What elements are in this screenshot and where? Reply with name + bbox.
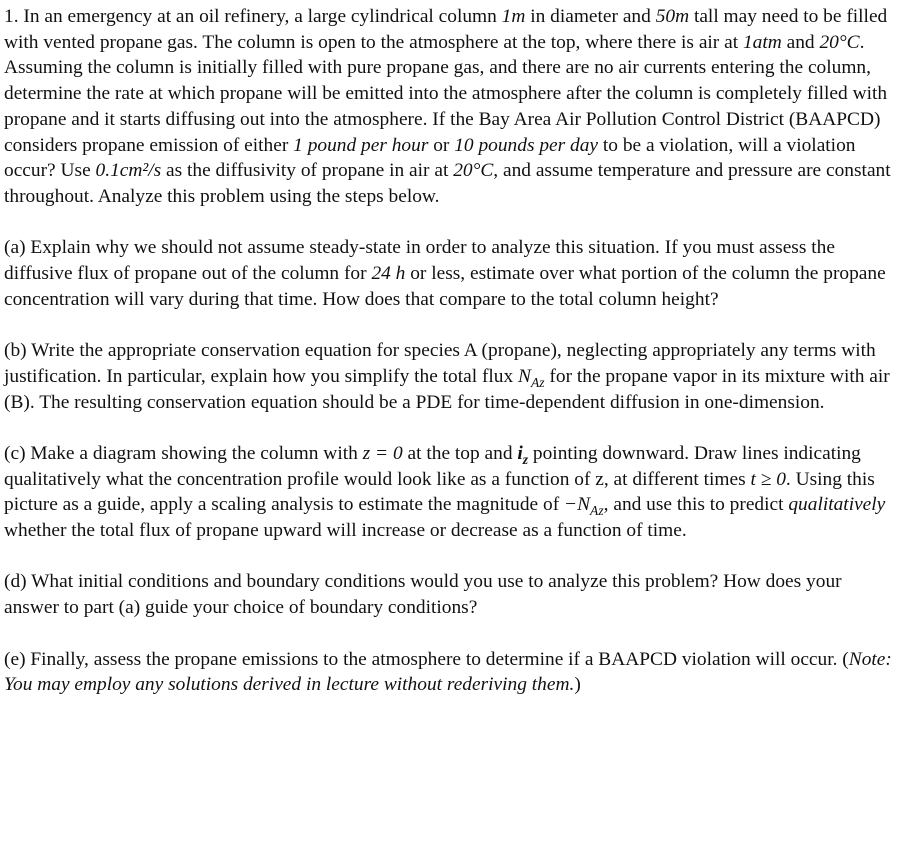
part-b xyxy=(4,338,892,415)
part-c-text-1: (c) Make a diagram showing the column with xyxy=(4,442,363,464)
paragraph-gap xyxy=(4,544,892,570)
part-e-text-1: (e) Finally, assess the propane emissions to the atmosphere to determine if a BAAPCD violation will occur. ( xyxy=(4,648,849,670)
intro-text-2: in diameter and xyxy=(525,6,656,27)
part-a-math-time: 24 h xyxy=(371,263,406,285)
paragraph-gap xyxy=(4,210,892,236)
part-e xyxy=(4,647,892,698)
intro-math-height: 50m xyxy=(655,6,690,27)
part-b-flux-symbol: N xyxy=(518,365,531,387)
part-b-text-2: for the propane vapor in its mixture with air (B). The resulting conservation equation should be a PDE for time-dependent diffusion in one-dimension. xyxy=(4,365,890,413)
part-e-note: Note: You may employ any solutions derived in lecture without rederiving them. xyxy=(4,648,892,696)
part-c-text-5: , and use this to predict xyxy=(603,494,789,516)
intro-math-rate-day: 10 pounds per day xyxy=(454,134,599,156)
intro-math-diffusivity: 0.1cm²/s xyxy=(95,160,162,182)
part-e-text-2: ) xyxy=(574,674,581,696)
part-b-math-flux xyxy=(518,365,545,390)
intro-text-8: as the diffusivity of propane in air at xyxy=(161,160,454,182)
intro-math-pressure: 1atm xyxy=(742,31,782,53)
paragraph-gap xyxy=(4,415,892,441)
part-c-emphasis-qualitatively: qualitatively xyxy=(788,494,886,516)
part-c-math-time: t ≥ 0 xyxy=(750,468,786,490)
part-b-text-1: (b) Write the appropriate conservation equation for species A (propane), neglecting appropriately any terms with justification. In particular, explain how you simplify the total flux xyxy=(4,340,876,387)
part-c-unit-vector-subscript: z xyxy=(522,451,529,467)
intro-text-9: , and assume temperature and pressure are constant throughout. Analyze this problem using the steps below. xyxy=(4,160,891,207)
problem-intro xyxy=(4,4,892,210)
part-a-text-1: (a) Explain why we should not assume steady-state in order to analyze this situation. If you must assess the diffusive flux of propane out of the column for xyxy=(4,237,835,285)
intro-text-3: tall may need to be filled with vented propane gas. The column is open to the atmosphere at the top, where there is air at xyxy=(4,6,888,53)
part-c-math-z0: z = 0 xyxy=(362,442,403,464)
intro-math-temperature: 20°C xyxy=(819,31,860,53)
part-d-text-1: (d) What initial conditions and boundary conditions would you use to analyze this problem? How does your answer to part (a) guide your choice of boundary conditions? xyxy=(4,571,842,619)
part-c-math-flux xyxy=(564,494,604,519)
part-c-math-unit-vector xyxy=(517,442,529,467)
part-c-text-6: whether the total flux of propane upward will increase or decrease as a function of time. xyxy=(4,520,687,542)
intro-math-temperature-2: 20°C xyxy=(453,160,494,182)
intro-text-1: 1. In an emergency at an oil refinery, a large cylindrical column xyxy=(4,6,502,27)
part-c-flux-subscript: Az xyxy=(590,503,604,519)
part-c-flux-symbol: −N xyxy=(564,494,591,516)
intro-text-5: . Assuming the column is initially filled with pure propane gas, and there are no air currents entering the column, determine the rate at which propane will be emitted into the atmosphere after the column is completely filled with propane and it starts diffusing out into the atmosphere. If the Bay Area Air Pollution Control District (BAAPCD) considers propane emission of either xyxy=(4,31,888,156)
part-c xyxy=(4,441,892,544)
intro-text-4: and xyxy=(781,31,820,53)
part-b-flux-subscript: Az xyxy=(530,374,545,390)
part-a xyxy=(4,235,892,312)
paragraph-gap xyxy=(4,312,892,338)
intro-math-diameter: 1m xyxy=(501,6,526,27)
part-c-text-3: pointing downward. Draw lines indicating qualitatively what the concentration profile would look like as a function of z, at different times xyxy=(4,442,861,490)
part-c-text-2: at the top and xyxy=(402,442,518,464)
paragraph-gap xyxy=(4,621,892,647)
intro-text-6: or xyxy=(428,134,455,156)
intro-math-rate-hour: 1 pound per hour xyxy=(293,134,429,156)
intro-text-7: to be a violation, will a violation occur? Use xyxy=(4,134,856,182)
part-c-text-4: . Using this picture as a guide, apply a scaling analysis to estimate the magnitude of xyxy=(4,468,875,516)
part-c-unit-vector-symbol: i xyxy=(517,442,523,464)
part-a-text-2: or less, estimate over what portion of the column the propane concentration will vary during that time. How does that compare to the total column height? xyxy=(4,263,886,310)
part-d xyxy=(4,569,892,620)
